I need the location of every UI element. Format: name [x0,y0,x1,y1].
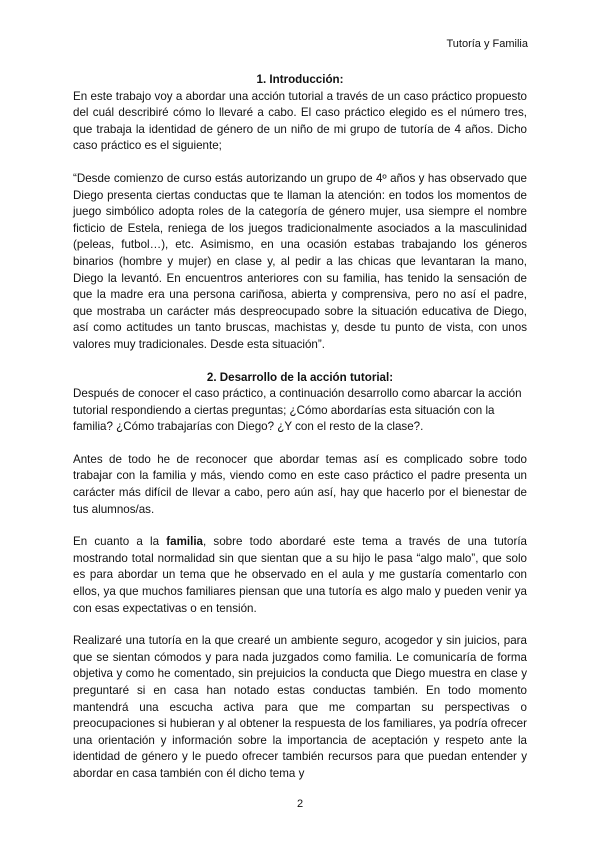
paragraph-acknowledgement: Antes de todo he de reconocer que abordar temas así es complicado sobre todo trabajar con la familia y más, viendo como en este caso práctico el padre presenta un carácter más difícil de llevar a cabo, pero aún así, hay que hacerlo por el bienestar de tus alumnos/as. [73,452,527,516]
document-body [73,72,527,783]
section-heading-introduction: 1. Introducción: [256,73,344,86]
paragraph-case-quote: “Desde comienzo de curso estás autorizando un grupo de 4º años y has observado que Diego presenta ciertas conductas que te llaman la atención: en todos los momentos de juego simbólico adopta roles de la categoría de género mujer, usa siempre el nombre ficticio de Estela, reniega de los juegos tradicionalmente asociados a la masculinidad (peleas, futbol…), etc. Asimismo, en una ocasión estabas trabajando los géneros binarios (hombre y mujer) en clase y, al pedir a las chicas que levantaran la mano, Diego la levantó. En encuentros anteriores con su familia, has tenido la sensación de que la madre era una persona cariñosa, abierta y comprensiva, pero no así el padre, que mostraba un carácter más despreocupado sobre la situación educativa de Diego, así como actitudes un tanto bruscas, machistas y, desde tu punto de vista, con unos valores muy tradicionales. Desde esta situación”. [73,171,527,351]
paragraph-intro: En este trabajo voy a abordar una acción tutorial a través de un caso práctico propuesto del cuál describiré cómo lo llevaré a cabo. El caso práctico elegido es el número tres, que trabaja la identidad de género de un niño de mi grupo de tutoría de 4 años. Dicho caso práctico es el siguiente; [73,89,527,153]
emphasis-family: familia [166,535,203,549]
paragraph-family-rest: , sobre todo abordaré este tema a través de una tutoría mostrando total normalidad sin que sientan que a su hijo le pasa “algo malo”, que solo es para abordar un tema que he observado en el aula y me gustaría comentarlo con ellos, ya que muchos familiares piensan que una tutoría es algo malo y pueden venir ya con esas expectativas o en tensión. [73,535,527,615]
paragraph-family [73,534,527,617]
running-header: Tutoría y Familia [446,38,528,50]
section-heading-development: 2. Desarrollo de la acción tutorial: [206,370,394,384]
paragraph-family-lead: En cuanto a la [73,535,167,549]
paragraph-questions: Después de conocer el caso práctico, a continuación desarrollo como abarcar la acción tutorial respondiendo a ciertas preguntas; ¿Cómo abordarías esta situación con la familia? ¿Cómo trabajarías con Diego? ¿Y con el resto de la clase?. [73,387,522,434]
paragraph-tutoring: Realizaré una tutoría en la que crearé un ambiente seguro, acogedor y sin juicios, para que se sientan cómodos y para nada juzgados como familia. Le comunicaría de forma objetiva y como he comentado, sin prejuicios la conducta que Diego muestra en clase y preguntaré si en casa han notado estas conductas también. En todo momento mantendrá una escucha activa para que me compartan su perspectivas o preocupaciones si hubieran y al obtener la respuesta de los familiares, ya podría ofrecer una orientación y información sobre la importancia de aceptación y respeto ante la identidad de género y le puedo ofrecer también recursos para que puedan entender y abordar en casa también con él dicho tema y [73,634,527,780]
page-number: 2 [296,798,304,810]
